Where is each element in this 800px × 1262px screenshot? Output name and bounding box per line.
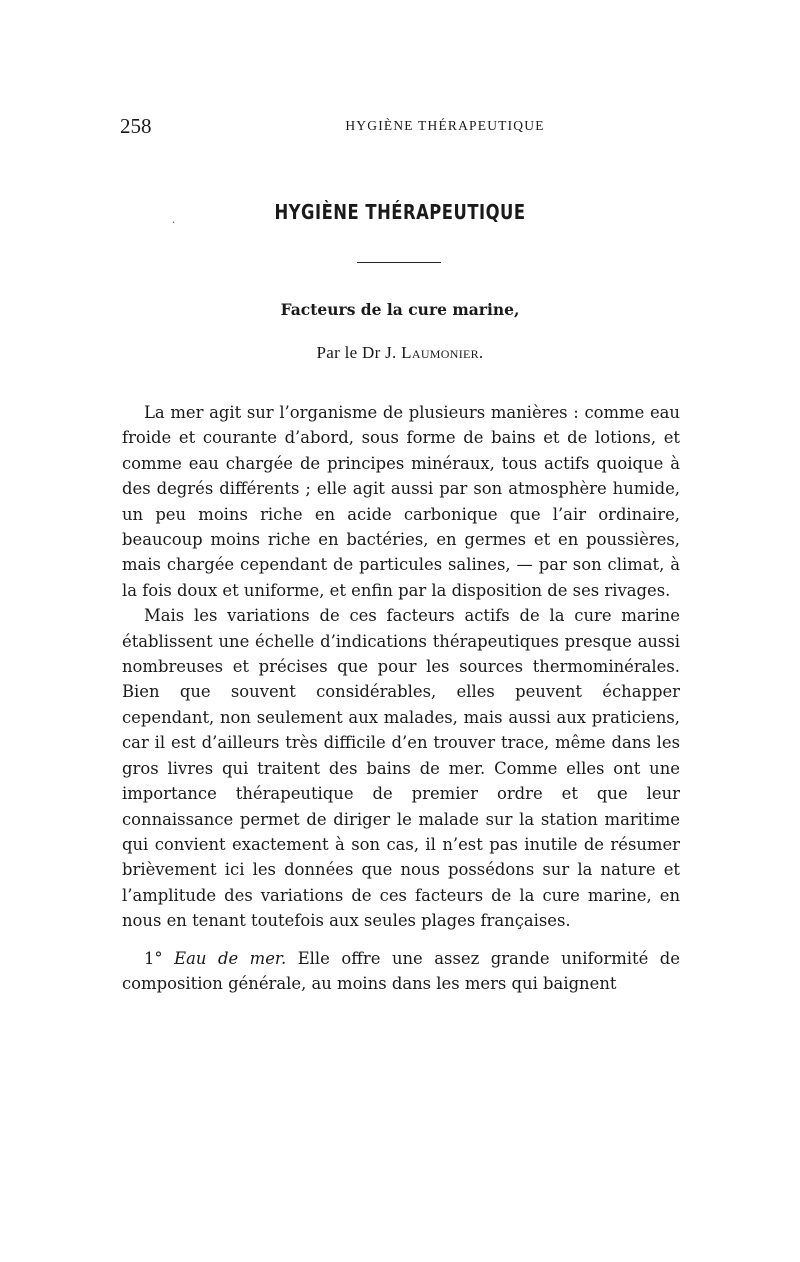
- page-number: 258: [120, 114, 152, 138]
- paragraph-2: Mais les variations de ces facteurs actifs de la cure marine établissent une échelle d’indications thérapeutiques presque aussi nombreuses et précises que pour les sources thermominérales. Bien que souvent considérables, elles peuvent échapper cependant, non seulement aux malades, mais aussi aux praticiens, car il est d’ailleurs très difficile d’en trouver trace, même dans les gros livres qui traitent des bains de mer. Comme elles ont une importance thérapeutique de premier ordre et que leur connaissance permet de diriger le malade sur la station maritime qui convient exactement à son cas, il n’est pas inutile de résumer brièvement ici les données que nous possédons sur la nature et l’amplitude des variations de ces facteurs de la cure marine, en nous en tenant toutefois aux seules plages françaises.: [122, 606, 680, 931]
- section-heading: Eau de mer.: [174, 948, 287, 968]
- section-number: 1°: [144, 948, 163, 968]
- article-body: [122, 400, 680, 996]
- title-rule: [357, 262, 441, 263]
- section-paragraph: [122, 946, 680, 997]
- article-subtitle: Facteurs de la cure marine,: [280, 300, 520, 319]
- section-text: Elle offre une assez grande uniformité de composition générale, au moins dans les mers qui baignent: [122, 948, 680, 993]
- byline-name: Laumonier.: [401, 343, 484, 362]
- author-byline: [0, 343, 800, 363]
- paragraph-1: La mer agit sur l’organisme de plusieurs manières : comme eau froide et courante d’abord, sous forme de bains et de lotions, et comme eau chargée de principes minéraux, tous actifs quoique à des degrés différents ; elle agit aussi par son atmosphère humide, un peu moins riche en acide carbonique que l’air ordinaire, beaucoup moins riche en bactéries, en germes et en poussières, mais chargée cependant de particules salines, — par son climat, à la fois doux et uniforme, et enfin par la disposition de ses rivages.: [122, 403, 680, 600]
- byline-initial: J.: [385, 343, 402, 362]
- running-title: HYGIÈNE THÉRAPEUTIQUE: [345, 118, 545, 133]
- running-head: [120, 114, 680, 142]
- article-title: HYGIÈNE THÉRAPEUTIQUE: [274, 200, 526, 224]
- byline-prefix: Par le Dr: [316, 343, 386, 362]
- stray-mark: .: [172, 212, 175, 226]
